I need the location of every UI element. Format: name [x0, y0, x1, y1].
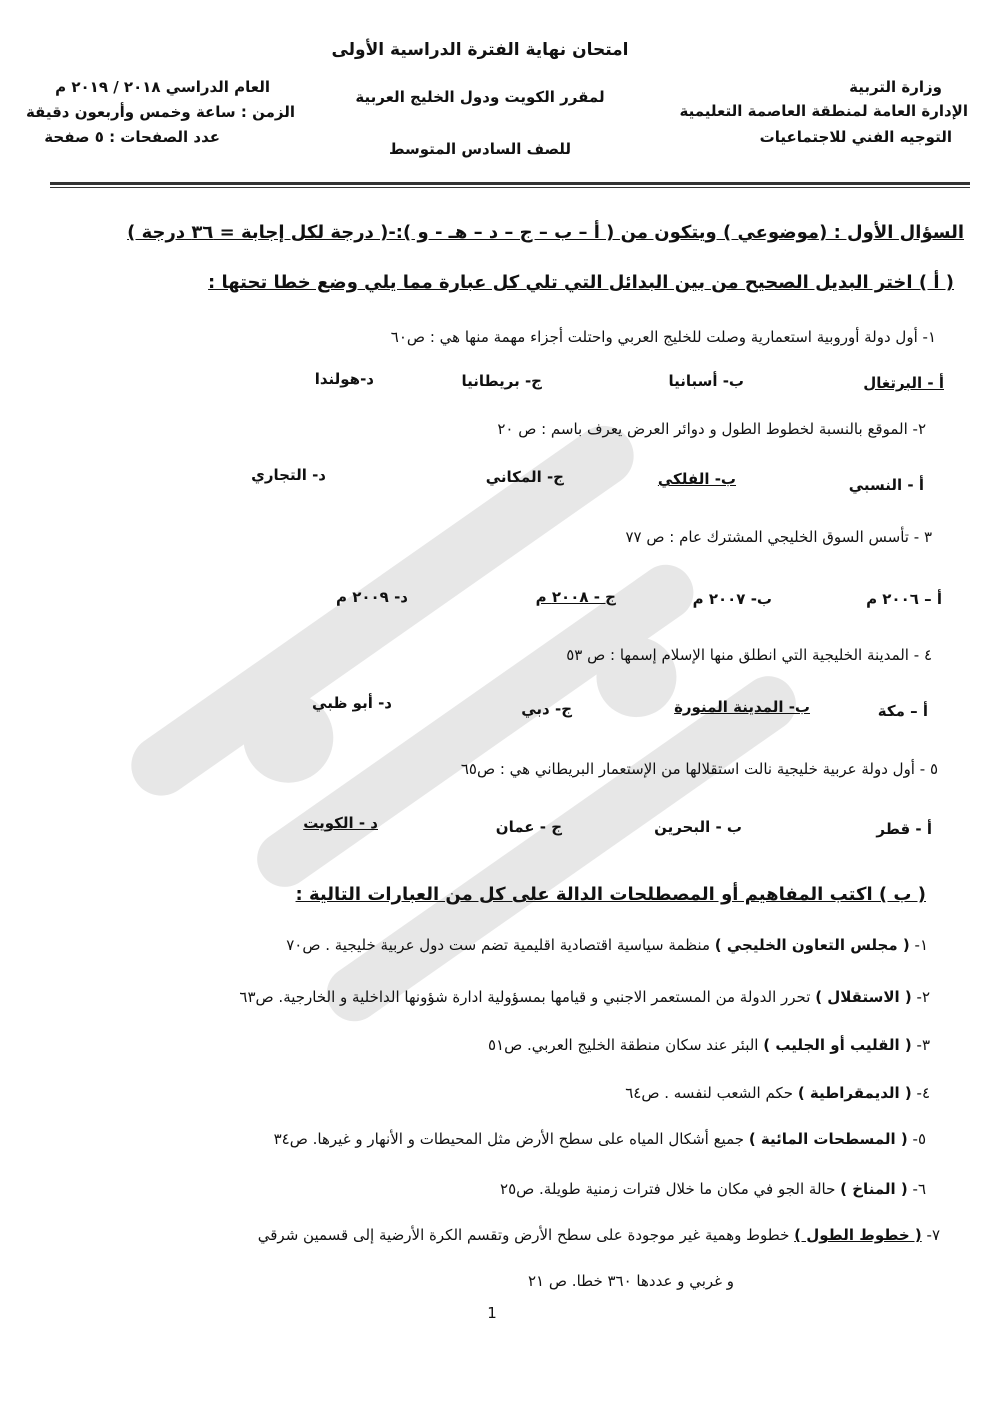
grade-level: للصف السادس المتوسط [388, 140, 572, 158]
term-7-answer: ( خطوط الطول ) [794, 1226, 922, 1244]
term-1-definition: منظمة سياسية اقتصادية اقليمية تضم ست دول عربية خليجية . ص٧٠ [286, 936, 710, 954]
term-2-num: ٢- [916, 988, 930, 1006]
mcq-4-option-a[interactable]: أ – مكة [877, 702, 928, 720]
mcq-5-option-b[interactable]: ب - البحرين [654, 818, 742, 836]
mcq-4-stem: ٤ - المدينة الخليجية التي انطلق منها الإسلام إسمها : ص ٥٣ [566, 646, 932, 664]
mcq-2-option-a[interactable]: أ - النسبي [848, 476, 924, 494]
term-4 [625, 1084, 930, 1102]
mcq-4-option-d[interactable]: د- أبو ظبي [312, 694, 392, 712]
term-2 [239, 988, 930, 1006]
part-b-title: ( ب ) اكتب المفاهيم أو المصطلحات الدالة على كل من العبارات التالية : [295, 884, 926, 905]
header-divider-thin [50, 187, 970, 188]
course-name: لمقرر الكويت ودول الخليج العربية [355, 88, 605, 106]
term-6-num: ٦- [912, 1180, 926, 1198]
term-2-answer: ( الاستقلال ) [815, 988, 912, 1006]
mcq-1-option-c[interactable]: ج- بريطانيا [461, 372, 542, 390]
exam-duration: الزمن : ساعة وخمس وأربعون دقيقة [25, 103, 295, 121]
mcq-5-option-c[interactable]: ج - عمان [495, 818, 562, 836]
mcq-1-option-a[interactable]: أ - البرتغال [863, 374, 944, 392]
term-1-num: ١- [914, 936, 928, 954]
mcq-2-option-d[interactable]: د- التجاري [251, 466, 326, 484]
exam-title: امتحان نهاية الفترة الدراسية الأولى [331, 40, 629, 60]
term-7-definition: خطوط وهمية غير موجودة على سطح الأرض وتقسم الكرة الأرضية إلى قسمين شرقي [257, 1226, 790, 1244]
education-district: الإدارة العامة لمنطقة العاصمة التعليمية [679, 102, 968, 120]
part-a-title: ( أ ) اختر البديل الصحيح من بين البدائل التي تلي كل عبارة مما يلي وضع خطا تحتها : [208, 272, 954, 293]
mcq-5-option-d[interactable]: د - الكويت [303, 814, 378, 832]
term-3-num: ٣- [916, 1036, 930, 1054]
mcq-1-stem: ١- أول دولة أوروبية استعمارية وصلت للخليج العربي واحتلت أجزاء مهمة منها هي : ص٦٠ [390, 328, 936, 346]
mcq-5-stem: ٥ - أول دولة عربية خليجية نالت استقلالها من الإستعمار البريطاني هي : ص٦٥ [460, 760, 938, 778]
term-5-num: ٥- [912, 1130, 926, 1148]
term-3-answer: ( القليب أو الجليب ) [763, 1036, 912, 1054]
term-2-definition: تحرر الدولة من المستعمر الاجنبي و قيامها بمسؤولية ادارة شؤونها الداخلية و الخارجية. ص٦٣ [239, 988, 811, 1006]
term-1 [286, 936, 928, 954]
term-3 [488, 1036, 930, 1054]
term-4-definition: حكم الشعب لنفسه . ص٦٤ [625, 1084, 794, 1102]
term-5-answer: ( المسطحات المائية ) [748, 1130, 908, 1148]
term-5 [274, 1130, 926, 1148]
term-5-definition: جميع أشكال المياه على سطح الأرض مثل المحيطات و الأنهار و غيرها. ص٣٤ [273, 1130, 745, 1148]
term-7-num: ٧- [926, 1226, 940, 1244]
header-divider [50, 182, 970, 185]
mcq-4-option-b[interactable]: ب- المدينة المنورة [674, 698, 810, 716]
term-6-answer: ( المناخ ) [840, 1180, 908, 1198]
page-count: عدد الصفحات : ٥ صفحة [44, 128, 220, 146]
term-4-answer: ( الديمقراطية ) [797, 1084, 912, 1102]
term-4-num: ٤- [916, 1084, 930, 1102]
mcq-3-option-d[interactable]: د- ٢٠٠٩ م [336, 588, 408, 606]
term-1-answer: ( مجلس التعاون الخليجي ) [714, 936, 910, 954]
term-7 [258, 1226, 940, 1244]
mcq-1-option-d[interactable]: د-هولندا [314, 370, 374, 388]
mcq-5-option-a[interactable]: أ - قطر [876, 820, 932, 838]
term-3-definition: البئر عند سكان منطقة الخليج العربي. ص٥١ [487, 1036, 759, 1054]
technical-supervision: التوجيه الفني للاجتماعيات [759, 128, 952, 146]
mcq-2-option-c[interactable]: ج- المكاني [485, 468, 564, 486]
mcq-1-option-b[interactable]: ب- أسبانيا [668, 372, 744, 390]
mcq-2-option-b[interactable]: ب- الفلكي [657, 470, 736, 488]
ministry-name: وزارة التربية [849, 78, 942, 96]
mcq-4-option-c[interactable]: ج- دبي [521, 700, 572, 718]
mcq-3-stem: ٣ - تأسس السوق الخليجي المشترك عام : ص ٧٧ [625, 528, 932, 546]
term-6 [500, 1180, 926, 1198]
academic-year: العام الدراسي ٢٠١٨ / ٢٠١٩ م [55, 78, 270, 96]
question1-title: السؤال الأول : (موضوعي ) ويتكون من ( أ – ب – ج – د – هـ - و ):-( درجة لكل إجابة = ٣٦ درجة ) [127, 222, 964, 243]
mcq-3-option-c[interactable]: ج - ٢٠٠٨ م [535, 588, 616, 606]
mcq-3-option-a[interactable]: أ – ٢٠٠٦ م [866, 590, 942, 608]
mcq-2-stem: ٢- الموقع بالنسبة لخطوط الطول و دوائر العرض يعرف باسم : ص ٢٠ [497, 420, 926, 438]
mcq-3-option-b[interactable]: ب- ٢٠٠٧ م [692, 590, 772, 608]
term-6-definition: حالة الجو في مكان ما خلال فترات زمنية طويلة. ص٢٥ [500, 1180, 836, 1198]
page-number: 1 [487, 1304, 497, 1322]
term-7-continuation: و غربي و عددها ٣٦٠ خطا. ص ٢١ [528, 1272, 734, 1290]
